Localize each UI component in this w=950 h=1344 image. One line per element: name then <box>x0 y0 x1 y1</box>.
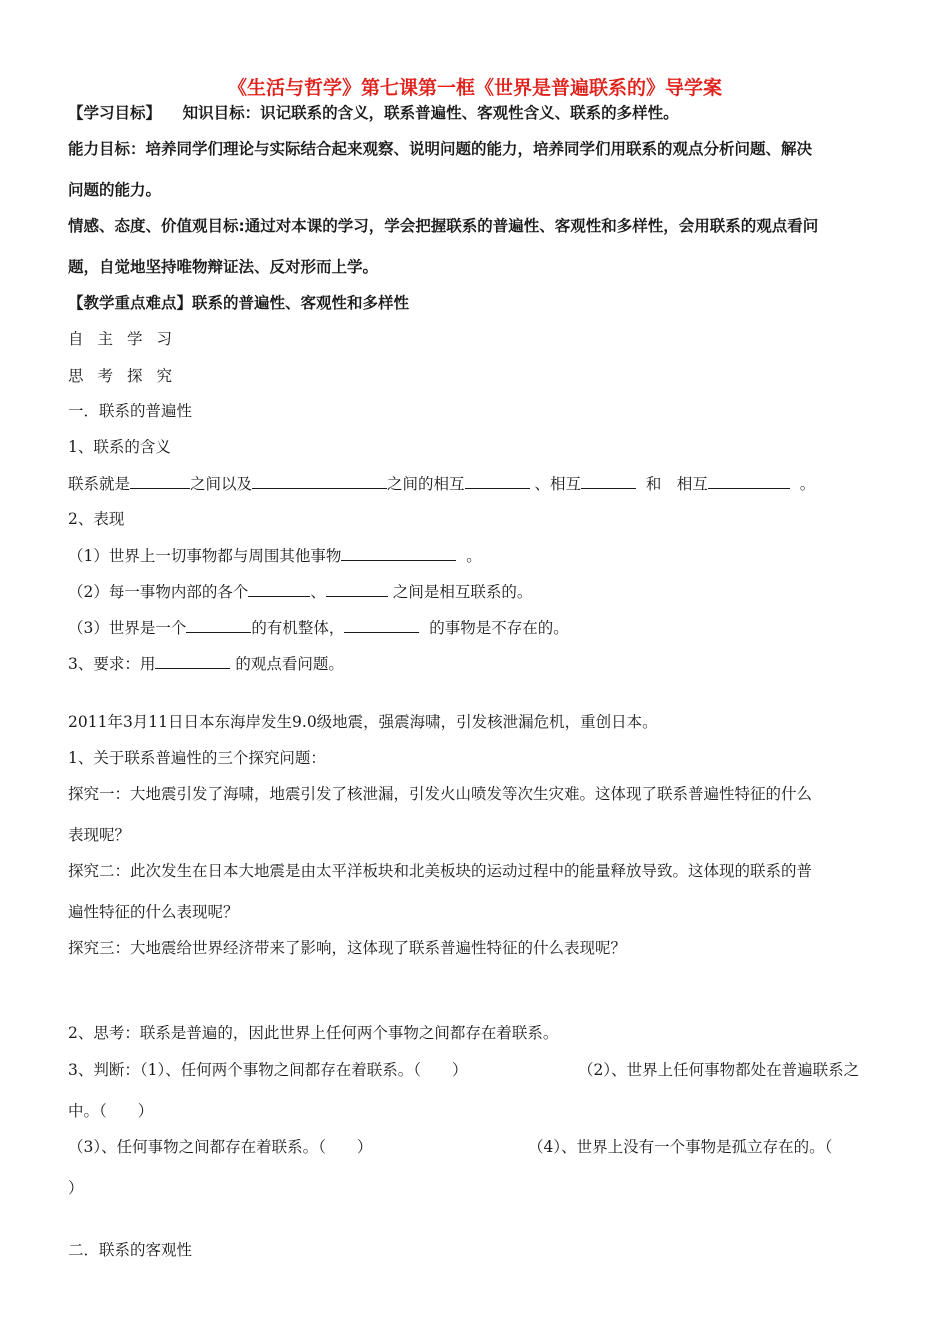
def-text-d: 、相互 <box>534 475 581 493</box>
blank-field[interactable] <box>344 617 419 633</box>
show2-text-b: 、 <box>310 583 326 601</box>
learning-objectives-line <box>68 103 679 123</box>
judge-line-1 <box>68 1060 860 1080</box>
blank-field[interactable] <box>326 581 388 597</box>
exploration-1-line-1: 探究一：大地震引发了海啸，地震引发了核泄漏，引发火山喷发等次生灾难。这体现了联系普遍性特征的什么 <box>68 785 813 803</box>
judge-item-3: （3）、任何事物之间都存在着联系。（ ） <box>68 1138 373 1156</box>
definition-line <box>68 473 815 494</box>
section1-heading: 一．联系的普遍性 <box>68 402 193 420</box>
think-explore-heading: 思考探究 <box>68 367 187 385</box>
show1-text-a: （1）世界上一切事物都与周围其他事物 <box>68 547 342 565</box>
manifestation-1 <box>68 545 482 566</box>
show2-text-a: （2）每一事物内部的各个 <box>68 583 249 601</box>
judge-item-4b: ） <box>68 1179 84 1197</box>
blank-field[interactable] <box>708 473 790 489</box>
blank-field[interactable] <box>252 473 387 489</box>
judge-item-2b: 中。（ ） <box>68 1102 154 1120</box>
blank-field[interactable] <box>581 473 636 489</box>
exploration-heading: 1、关于联系普遍性的三个探究问题： <box>68 749 326 767</box>
show3-text-c: 的事物是不存在的。 <box>429 619 569 637</box>
meaning-heading: 1、联系的含义 <box>68 438 171 456</box>
def-text-f: 。 <box>799 475 816 493</box>
show3-text-a: （3）世界是一个 <box>68 619 187 637</box>
blank-field[interactable] <box>130 473 190 489</box>
judge-item-2a: （2）、世界上任何事物都处在普遍联系之 <box>578 1061 860 1079</box>
exploration-2-line-1: 探究二：此次发生在日本大地震是由太平洋板块和北美板块的运动过程中的能量释放导致。这体现的联系的普 <box>68 862 813 880</box>
judge-item-4a: （4）、世界上没有一个事物是孤立存在的。（ <box>528 1138 833 1156</box>
def-text-c: 之间的相互 <box>387 475 465 493</box>
emotion-objective-line-1: 情感、态度、价值观目标:通过对本课的学习，学会把握联系的普遍性、客观性和多样性，会用联系的观点看问 <box>68 217 819 235</box>
blank-field[interactable] <box>341 545 456 561</box>
req-text-a: 3、要求：用 <box>68 655 156 673</box>
manifestation-3 <box>68 617 569 638</box>
blank-field[interactable] <box>248 581 310 597</box>
show2-text-c: 之间是相互联系的。 <box>392 583 533 601</box>
requirement-line <box>68 653 344 674</box>
exploration-2-line-2: 遍性特征的什么表现呢？ <box>68 903 239 921</box>
page-title: 《生活与哲学》第七课第一框《世界是普遍联系的》导学案 <box>227 77 722 99</box>
emotion-objective-line-2: 题，自觉地坚持唯物辩证法、反对形而上学。 <box>68 258 379 276</box>
def-text-a: 联系就是 <box>68 475 131 493</box>
ability-objective-line-1: 能力目标：培养同学们理论与实际结合起来观察、说明问题的能力，培养同学们用联系的观点分析问题、解决 <box>68 140 813 158</box>
def-text-e: 和 相互 <box>645 475 708 493</box>
knowledge-objective: 知识目标：识记联系的含义，联系普遍性、客观性含义、联系的多样性。 <box>182 104 679 122</box>
judge-item-1: 3、判断：（1）、任何两个事物之间都存在着联系。（ ） <box>68 1061 468 1079</box>
blank-field[interactable] <box>155 653 230 669</box>
objectives-label: 【学习目标】 <box>68 104 162 122</box>
manifestation-2 <box>68 581 532 602</box>
blank-field[interactable] <box>465 473 530 489</box>
judge-line-2 <box>68 1137 833 1157</box>
self-study-heading: 自主学习 <box>68 330 187 348</box>
key-points: 【教学重点难点】联系的普遍性、客观性和多样性 <box>68 294 410 312</box>
exploration-1-line-2: 表现呢？ <box>68 826 131 844</box>
ability-objective-line-2: 问题的能力。 <box>68 181 162 199</box>
manifestation-heading: 2、表现 <box>68 510 125 528</box>
section2-heading: 二．联系的客观性 <box>68 1241 193 1259</box>
think-statement: 2、思考：联系是普遍的，因此世界上任何两个事物之间都存在着联系。 <box>68 1024 559 1042</box>
exploration-3: 探究三：大地震给世界经济带来了影响，这体现了联系普遍性特征的什么表现呢？ <box>68 939 627 957</box>
case-intro: 2011年3月11日日本东海岸发生9.0级地震，强震海啸，引发核泄漏危机，重创日本。 <box>68 713 658 731</box>
show1-text-b: 。 <box>466 547 482 565</box>
def-text-b: 之间以及 <box>190 475 253 493</box>
show3-text-b: 的有机整体， <box>251 619 345 637</box>
blank-field[interactable] <box>186 617 251 633</box>
req-text-b: 的观点看问题。 <box>235 655 344 673</box>
